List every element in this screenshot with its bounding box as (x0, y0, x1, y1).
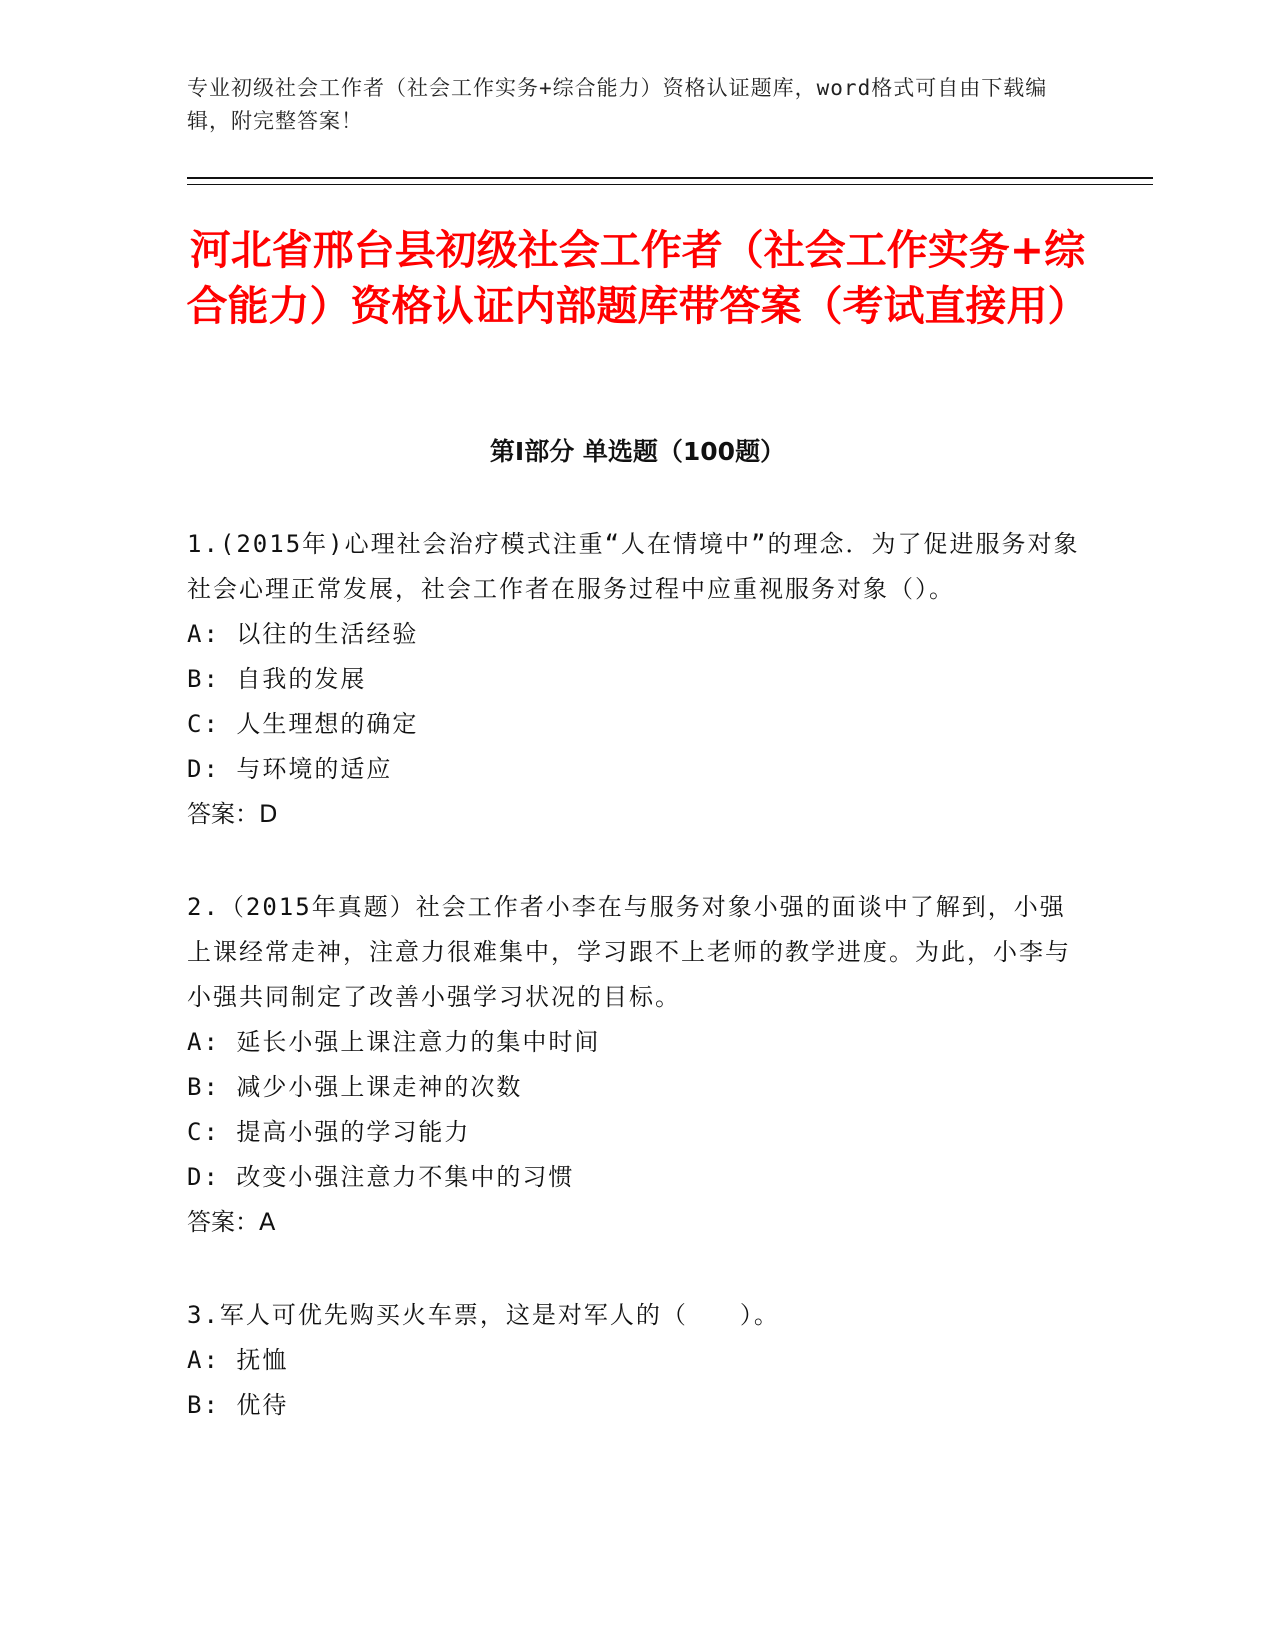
option-a (187, 1338, 1087, 1383)
option-c (187, 702, 1087, 747)
header-rule-thin (187, 184, 1153, 185)
option-letter: C: (187, 1118, 220, 1146)
option-d (187, 747, 1087, 792)
option-letter: B: (187, 665, 220, 693)
option-text: 减少小强上课走神的次数 (236, 1073, 523, 1101)
option-letter: A: (187, 1346, 220, 1374)
answer-line: 答案：D (187, 800, 278, 828)
question-3 (187, 1293, 1087, 1428)
option-letter: C: (187, 710, 220, 738)
option-d (187, 1155, 1087, 1200)
option-b (187, 657, 1087, 702)
option-letter: B: (187, 1391, 220, 1419)
option-text: 以往的生活经验 (236, 620, 419, 648)
question-list (187, 522, 1087, 1476)
option-letter: B: (187, 1073, 220, 1101)
option-text: 与环境的适应 (236, 755, 393, 783)
option-gap (220, 1391, 236, 1419)
answer-line: 答案：A (187, 1208, 276, 1236)
option-letter: D: (187, 755, 220, 783)
header-note: 专业初级社会工作者（社会工作实务+综合能力）资格认证题库，word格式可自由下载编辑，附完整答案！ (187, 76, 1048, 133)
section-title: 第I部分 单选题（100题） (489, 437, 786, 466)
option-text: 人生理想的确定 (236, 710, 419, 738)
document-title: 河北省邢台县初级社会工作者（社会工作实务+综合能力）资格认证内部题库带答案（考试直接用） (186, 226, 1089, 330)
option-gap (220, 620, 236, 648)
option-gap (220, 1073, 236, 1101)
question-stem: 2.（2015年真题）社会工作者小李在与服务对象小强的面谈中了解到，小强上课经常走神，注意力很难集中，学习跟不上老师的教学进度。为此，小李与小强共同制定了改善小强学习状况的目标。 (187, 893, 1071, 1011)
option-gap (220, 1118, 236, 1146)
option-text: 延长小强上课注意力的集中时间 (236, 1028, 601, 1056)
header-rule-thick (187, 177, 1153, 179)
option-text: 改变小强注意力不集中的习惯 (236, 1163, 575, 1191)
option-gap (220, 710, 236, 738)
option-c (187, 1110, 1087, 1155)
option-gap (220, 1028, 236, 1056)
option-text: 抚恤 (236, 1346, 289, 1374)
option-b (187, 1065, 1087, 1110)
option-a (187, 1020, 1087, 1065)
option-text: 优待 (236, 1391, 289, 1419)
question-2 (187, 885, 1087, 1245)
option-gap (220, 1163, 236, 1191)
option-text: 提高小强的学习能力 (236, 1118, 471, 1146)
option-gap (220, 1346, 236, 1374)
question-stem: 3.军人可优先购买火车票，这是对军人的（ ）。 (187, 1301, 780, 1329)
option-gap (220, 755, 236, 783)
option-text: 自我的发展 (236, 665, 367, 693)
option-letter: D: (187, 1163, 220, 1191)
option-letter: A: (187, 1028, 220, 1056)
option-letter: A: (187, 620, 220, 648)
option-a (187, 612, 1087, 657)
option-gap (220, 665, 236, 693)
option-b (187, 1383, 1087, 1428)
question-stem: 1.(2015年)心理社会治疗模式注重“人在情境中”的理念．为了促进服务对象社会心理正常发展，社会工作者在服务过程中应重视服务对象（）。 (187, 530, 1080, 603)
question-1 (187, 522, 1087, 837)
